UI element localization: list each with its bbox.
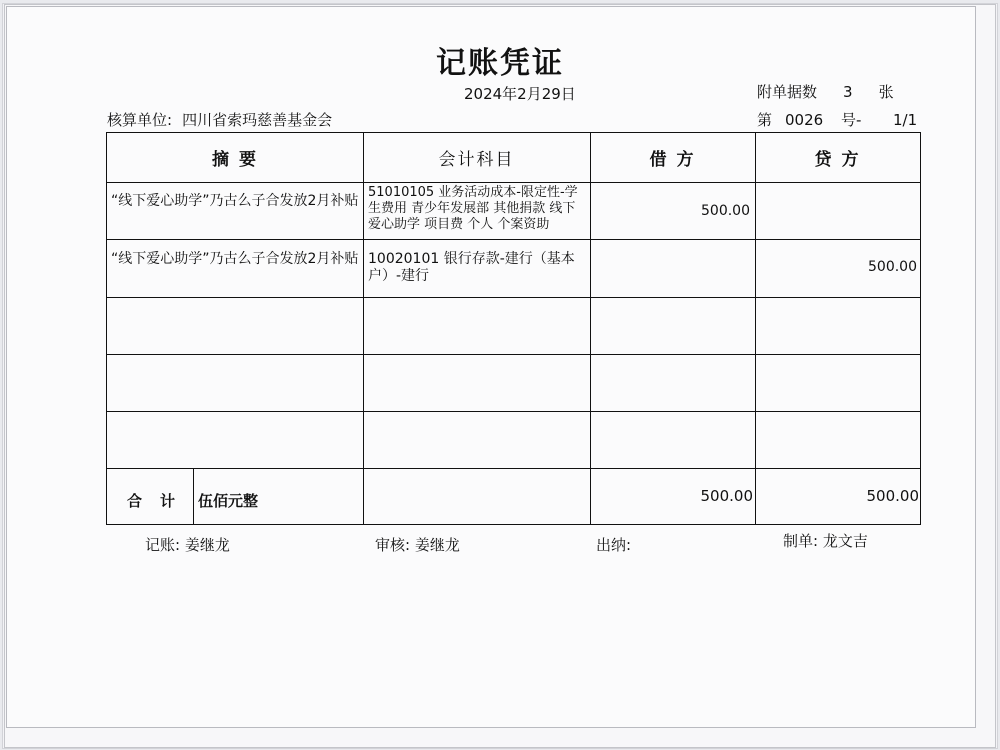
maker-name: 龙文吉 [822,532,868,550]
signature-reviewer [375,534,460,555]
voucher-date: 2024年2月29日 [464,85,576,103]
bookkeeper-name: 姜继龙 [184,536,230,554]
accounting-unit-label: 核算单位: [107,111,173,129]
col-divider-summary [363,133,364,524]
maker-label: 制单: [783,532,819,550]
total-label-divider [193,468,194,524]
voucher-number [757,109,917,130]
voucher-page: 1/1 [893,111,918,129]
row-divider-3 [107,354,920,355]
cashier-label: 出纳: [596,536,632,554]
signature-bookkeeper [145,534,230,555]
total-debit: 500.00 [700,487,753,505]
row-divider-total [107,468,920,469]
total-merge-cover [365,470,589,524]
row-divider-4 [107,411,920,412]
accounting-unit-value: 四川省索玛慈善基金会 [182,111,333,129]
entry-2-account: 10020101 银行存款-建行（基本户）-建行 [368,251,575,284]
entry-2-credit: 500.00 [868,259,917,275]
header-credit: 贷 方 [814,150,861,170]
entry-1-debit: 500.00 [701,203,750,219]
attachments-unit: 张 [878,83,894,101]
accounting-unit [107,109,332,130]
total-amount-in-words: 伍佰元整 [198,492,259,510]
col-divider-debit [755,133,756,524]
entry-1-summary: “线下爱心助学”乃古么子合发放2月补贴 [111,193,359,209]
bookkeeper-label: 记账: [145,536,181,554]
voucher-number-value: 0026 [785,111,824,129]
header-account: 会计科目 [438,150,515,170]
voucher-number-prefix: 第 [757,111,773,129]
reviewer-name: 姜继龙 [414,536,460,554]
col-divider-account [590,133,591,524]
voucher-number-mid: 号- [841,111,862,129]
entry-1-account: 51010105 业务活动成本-限定性-学生费用 青少年发展部 其他捐款 线下爱心助学 项目费 个人 个案资助 [368,185,578,232]
row-divider-1 [107,239,920,240]
row-divider-2 [107,297,920,298]
total-credit: 500.00 [866,487,919,505]
voucher-table [106,132,921,525]
signature-cashier [596,534,631,555]
reviewer-label: 审核: [375,536,411,554]
entry-2-summary: “线下爱心助学”乃古么子合发放2月补贴 [111,251,359,267]
attachments-number: 3 [843,83,853,101]
header-debit: 借 方 [649,150,696,170]
attachments-count [757,81,894,102]
row-divider-header [107,182,920,183]
total-label: 合计 [127,492,194,510]
signature-maker [783,530,868,551]
attachments-label: 附单据数 [757,83,818,101]
header-summary: 摘 要 [212,150,258,170]
voucher-title: 记账凭证 [436,46,564,81]
